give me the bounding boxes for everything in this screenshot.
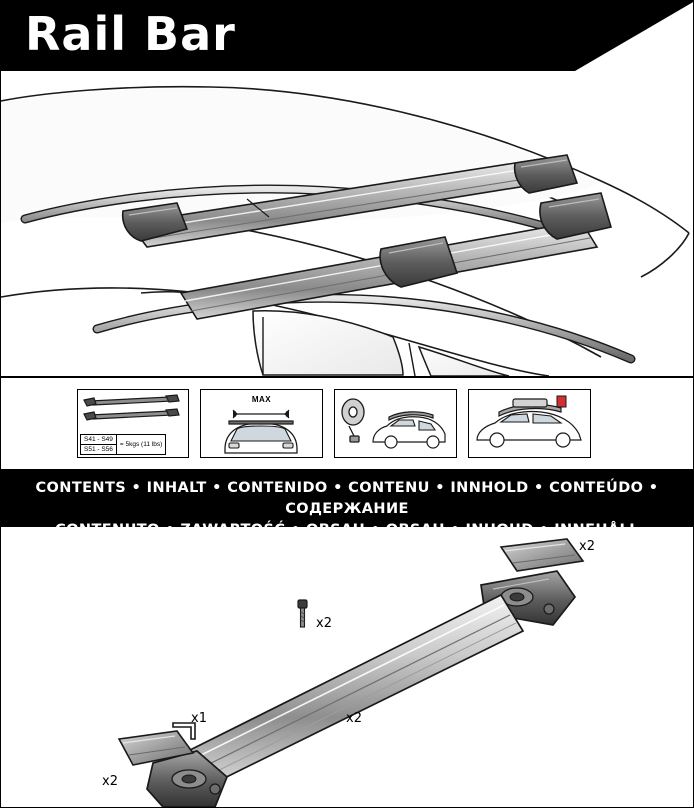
spec-cell-model-1: S41 - S49 [81,435,117,445]
icon-strip [1,376,693,471]
product-spec-box [77,389,189,458]
icon-box-row [77,389,591,458]
vehicle-front-max-box [200,389,323,458]
qty-hex-key: x1 [191,711,207,726]
spec-cell-weight: = 5kgs (11 lbs) [116,435,165,455]
loaded-vehicle-box [468,389,591,458]
measuring-tape-box [334,389,457,458]
qty-end-cap-top: x2 [579,539,595,554]
contents-line-1: CONTENTS • INHALT • CONTENIDO • CONTENU • INNHOLD • CONTEÚDO • СОДЕРЖАНИЕ [35,480,659,517]
qty-bolt: x2 [316,616,332,631]
max-label: MAX [251,395,272,404]
part-rail-bar [147,571,575,807]
spec-cell-model-2: S51 - S56 [81,445,117,455]
parts-diagram [1,527,693,807]
qty-end-cap-bottom: x2 [102,774,118,789]
spec-table [80,434,166,455]
title-bar [1,1,694,71]
part-end-cap-top [501,539,583,571]
part-bolt [298,600,307,627]
qty-rail-bar: x2 [346,711,362,726]
title-bar-wedge [575,1,694,71]
hero-illustration [1,71,693,376]
contents-banner [1,471,693,527]
page-title: Rail Bar [25,7,236,61]
